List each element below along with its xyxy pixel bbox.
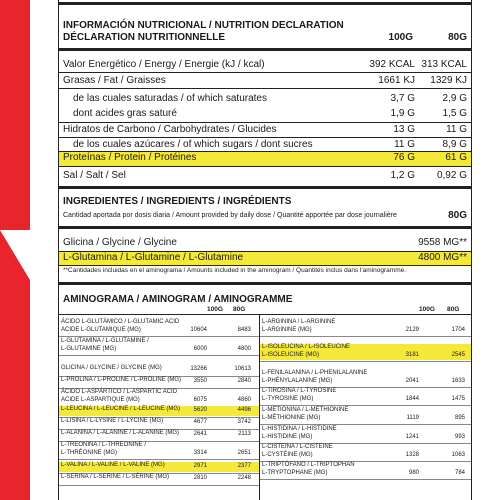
row-rule — [59, 137, 471, 138]
aminogram-value-80g: 2840 — [237, 378, 251, 384]
aminogram-value-80g: 4496 — [237, 407, 251, 413]
aminogram-row-rule — [59, 336, 259, 337]
aminogram-value-80g: 1063 — [451, 451, 465, 458]
aminogram-label-line2: L-TYROSINE (MG) — [262, 395, 314, 402]
aminogram-label: L-TRIPTÓFANO / L-TRIPTOPHAN — [262, 462, 355, 468]
row-rule — [59, 72, 471, 73]
ingredients-dose: 80G — [448, 210, 467, 221]
aminogram-value-80g: 3742 — [237, 419, 251, 425]
aminogram-label-line2: ACIDE L-ASPARTIQUE (MG) — [61, 396, 140, 403]
aminogram-row-rule — [260, 336, 471, 337]
aminogram-row — [59, 377, 259, 387]
aminogram-row — [59, 406, 259, 416]
aminogram-row-rule — [260, 424, 471, 425]
top-rule — [59, 2, 471, 5]
aminogram-row-rule — [59, 485, 259, 486]
aminogram-row — [59, 319, 259, 335]
aminogram-value-100g: 4677 — [193, 419, 207, 425]
aminogram-value-100g: 13266 — [190, 366, 207, 372]
aminogram-value-80g: 1633 — [451, 377, 465, 384]
aminogram-value-100g: 2041 — [405, 377, 419, 384]
aminogram-label-line2: L-ARGININE (MG) — [262, 326, 312, 333]
aminogram-header: 100G 80G 100G 80G — [207, 306, 460, 313]
aminogram-label: L-SERINA / L-SERINE / L-SÉRINE (MG) — [61, 474, 170, 480]
aminogram-value-100g: 2971 — [193, 463, 207, 469]
aminogram-value-80g: 2377 — [237, 463, 251, 469]
aminogram-row-rule — [59, 459, 259, 460]
aminogram-row — [260, 370, 471, 386]
aminogram-value-80g: 784 — [454, 469, 465, 476]
aminogram-label: L-ISOLEUCINA / L-ISOLEUCINE — [262, 344, 351, 350]
aminogram-value-100g: 1328 — [405, 451, 419, 458]
aminogram-value-80g: 993 — [454, 433, 465, 440]
aminogram-label-line2: L-ISOLEUCINE (MG) — [262, 351, 320, 358]
aminogram-value-100g: 1844 — [405, 395, 419, 402]
aminogram-value-80g: 2651 — [237, 449, 251, 456]
aminogram-label: ÁCIDO L-ASPÁRTICO / L-ASPARTIC ACID — [61, 389, 178, 395]
aminogram-row-rule — [260, 405, 471, 406]
aminogram-label: L-TIROSINA / L-TYROSINE — [262, 388, 337, 394]
aminogram-row — [260, 426, 471, 442]
aminogram-value-100g: 10604 — [190, 326, 207, 333]
aminogram-label: L-ALANINA / L-ALANINE / L-ALANINE (MG) — [61, 430, 180, 436]
aminogram-value-100g: 2641 — [193, 431, 207, 437]
ingredients-rule — [59, 226, 471, 229]
aminogram-value-80g: 1704 — [451, 326, 465, 333]
section-rule — [59, 282, 471, 285]
nutrition-label-panel: INFORMACIÓN NUTRICIONAL / NUTRITION DECLARATION DÉCLARATION NUTRITIONNELLE 100G 80G Valor Energético / Energy / Energie (kJ / kcal) 392 KCAL 313 KCAL Grasas / Fat / Graisses 1661 KJ 1329 KJ de las cuales saturadas / of which saturates 3,7 G 2,9 G dont acides gras saturé 1,9 G 1,5 G Hidratos de Carbono / Carbohydrates / Glucides 13 G 11 G de los cuales azúcares / of which sugars / dont sucres 11 G 8,9 G Proteínas / Protein / Protéines 76 G 61 G Sal / Salt / Sel 1,2 G 0,92 G INGREDIENTES / INGREDIENTS / INGRÉDIENTS Cantidad aportada por dosis diaria / Amount provided by daily dose / Quantité apportée par dose journalière 80G Glicina / Glycine / Glycine 9558 MG** L-Glutamina / L-Glutamine / L-Glutamine 4800 MG** **Cantidades incluidas en el aminograma / Amounts included in the aminogram / Quantités inclus dans l'aminogramme. AMINOGRAMA / AMINOGRAM / AMINOGRAMME 100G 80G 100G 80G ÁCIDO L-GLUTÁMICO / L-GLUTAMIC ACID ACIDE L-GLUTAMIQUE (MG) 10604 8483 L-GLUTAMINA / L-GLUTAMINE / L-GLUTAMINE (MG) 6000 4800 GLICINA / GLYCINE / GLYCINE (MG) 13266 10613 L-PROLINA / L-PROLINE / L-PROLINE (MG) 3550 2840 ÁCIDO L-ASPÁRTICO / L-ASPARTIC ACID ACIDE L-ASPARTIQUE (MG) 6075 4860 L-LEUCINA / L-LEUCINE / L-LEUCINE (MG) 5620 4496 L-LISINA / L-LYSINE / L-LYCINE (MG) 4677 3742 L-ALANINA / L-ALANINE / L-ALANINE (MG) 2641 2113 L-TREONINA / L-THREONINE / L-THRÉONINE (MG) 3314 2651 L-VALINA / L-VALINE / L-VALINE (MG) 2971 2377 L-SERINA / L-SERINE / L-SÉRINE (MG) 2810 2248 L-ARGININA / L-ARGININE L-ARGININE (MG) 2129 1704 L-ISOLEUCINA / L-ISOLEUCINE L-ISOLEUCINE (MG) 3181 2545 L-FENILALANINA / L-PHENILALANINE L-PHÉNYLALANINE (MG) 2041 1633 L-TIROSINA / L-TYROSINE L-TYROSINE (MG) 1844 1475 L-METIONINA / L-METHIONINE L-MÉTHIONINE (MG) 1119 895 L-HISTIDINA / L-HISTIDINE L-HISTIDINE (MG) 1241 993 L-CISTEINA / L-CISTEINE L-CYSTÉINE (MG) 1328 1063 L-TRIPTÓFANO / L-TRIPTOPHAN L-TRYPTOPHANE (MG) 980 784 — [58, 0, 472, 500]
aminogram-row — [59, 442, 259, 458]
aminogram-row — [260, 444, 471, 460]
aminogram-value-80g: 4860 — [237, 396, 251, 403]
nutrition-row-protein: Proteínas / Protein / Protéines 76 G 61 G — [59, 152, 471, 166]
aminogram-row — [260, 462, 471, 478]
aminogram-value-100g: 1119 — [406, 414, 419, 421]
nutrition-col1-header: 100G — [388, 32, 413, 43]
aminogram-value-100g: 5620 — [193, 407, 207, 413]
aminogram-value-100g: 6000 — [193, 345, 207, 352]
aminogram-value-80g: 2248 — [237, 475, 251, 481]
row-rule — [59, 265, 471, 266]
aminogram-value-100g: 3550 — [193, 378, 207, 384]
aminogram-value-80g: 1475 — [451, 395, 465, 402]
row-rule — [59, 314, 471, 315]
aminogram-row — [59, 430, 259, 440]
row-rule — [59, 166, 471, 167]
row-rule — [59, 122, 471, 123]
aminogram-row-rule — [59, 355, 259, 356]
aminogram-label-line2: L-HISTIDINE (MG) — [262, 433, 313, 440]
aminogram-row — [59, 389, 259, 405]
aminogram-row — [260, 407, 471, 423]
aminogram-label-line2: L-GLUTAMINE (MG) — [61, 345, 117, 352]
aminogram-row — [260, 344, 471, 360]
ingredient-row-glutamine: L-Glutamina / L-Glutamine / L-Glutamine 4800 MG** — [59, 252, 471, 265]
aminogram-value-100g: 2810 — [193, 475, 207, 481]
aminogram-value-100g: 1241 — [405, 433, 419, 440]
aminogram-label: GLICINA / GLYCINE / GLYCINE (MG) — [61, 365, 162, 371]
aminogram-label: L-TREONINA / L-THREONINE / — [61, 442, 147, 448]
aminogram-label-line2: L-THRÉONINE (MG) — [61, 449, 117, 456]
section-rule — [59, 186, 471, 189]
aminogram-value-100g: 2129 — [405, 326, 419, 333]
aminogram-label-line2: L-PHÉNYLALANINE (MG) — [262, 377, 333, 384]
right-margin — [476, 0, 500, 500]
aminogram-label-line2: L-MÉTHIONINE (MG) — [262, 414, 321, 421]
aminogram-row — [59, 365, 259, 375]
red-decorative-bar — [0, 0, 30, 500]
aminogram-label: L-GLUTAMINA / L-GLUTAMINE / — [61, 338, 149, 344]
aminogram-value-100g: 980 — [408, 469, 419, 476]
aminogram-label-line2: L-CYSTÉINE (MG) — [262, 451, 313, 458]
aminogram-value-80g: 2113 — [238, 431, 251, 437]
nutrition-header-rule — [59, 48, 471, 51]
aminogram-row — [59, 474, 259, 484]
aminogram-label: L-ARGININA / L-ARGININE — [262, 319, 336, 325]
aminogram-row — [59, 418, 259, 428]
nutrition-col2-header: 80G — [448, 32, 467, 43]
aminogram-label: L-CISTEINA / L-CISTEINE — [262, 444, 333, 450]
aminogram-label: L-METIONINA / L-METHIONINE — [262, 407, 349, 413]
aminogram-label: L-LISINA / L-LYSINE / L-LYCINE (MG) — [61, 418, 164, 424]
aminogram-row-rule — [260, 479, 471, 480]
red-bar-notch — [0, 230, 30, 280]
row-rule — [59, 88, 471, 89]
aminogram-row — [260, 388, 471, 404]
aminogram-row-rule — [260, 361, 471, 362]
aminogram-value-80g: 10613 — [234, 366, 251, 372]
aminogram-value-100g: 3314 — [193, 449, 207, 456]
aminogram-row — [260, 319, 471, 335]
aminogram-label: L-HISTIDINA / L-HISTIDINE — [262, 426, 337, 432]
aminogram-value-100g: 3181 — [405, 351, 419, 358]
aminogram-value-80g: 2545 — [451, 351, 465, 358]
aminogram-value-80g: 8483 — [237, 326, 251, 333]
aminogram-label: L-PROLINA / L-PROLINE / L-PROLINE (MG) — [61, 377, 182, 383]
aminogram-value-80g: 4800 — [237, 345, 251, 352]
aminogram-label: L-LEUCINA / L-LEUCINE / L-LEUCINE (MG) — [61, 406, 181, 412]
aminogram-value-100g: 6075 — [193, 396, 207, 403]
aminogram-row — [59, 462, 259, 472]
aminogram-label: L-FENILALANINA / L-PHENILALANINE — [262, 370, 368, 376]
aminogram-label-line2: L-TRYPTOPHANE (MG) — [262, 469, 328, 476]
aminogram-label-line2: ACIDE L-GLUTAMIQUE (MG) — [61, 326, 141, 333]
aminogram-value-80g: 895 — [454, 414, 465, 421]
aminogram-label: L-VALINA / L-VALINE / L-VALINE (MG) — [61, 462, 165, 468]
aminogram-label: ÁCIDO L-GLUTÁMICO / L-GLUTAMIC ACID — [61, 319, 180, 325]
aminogram-row — [59, 338, 259, 354]
